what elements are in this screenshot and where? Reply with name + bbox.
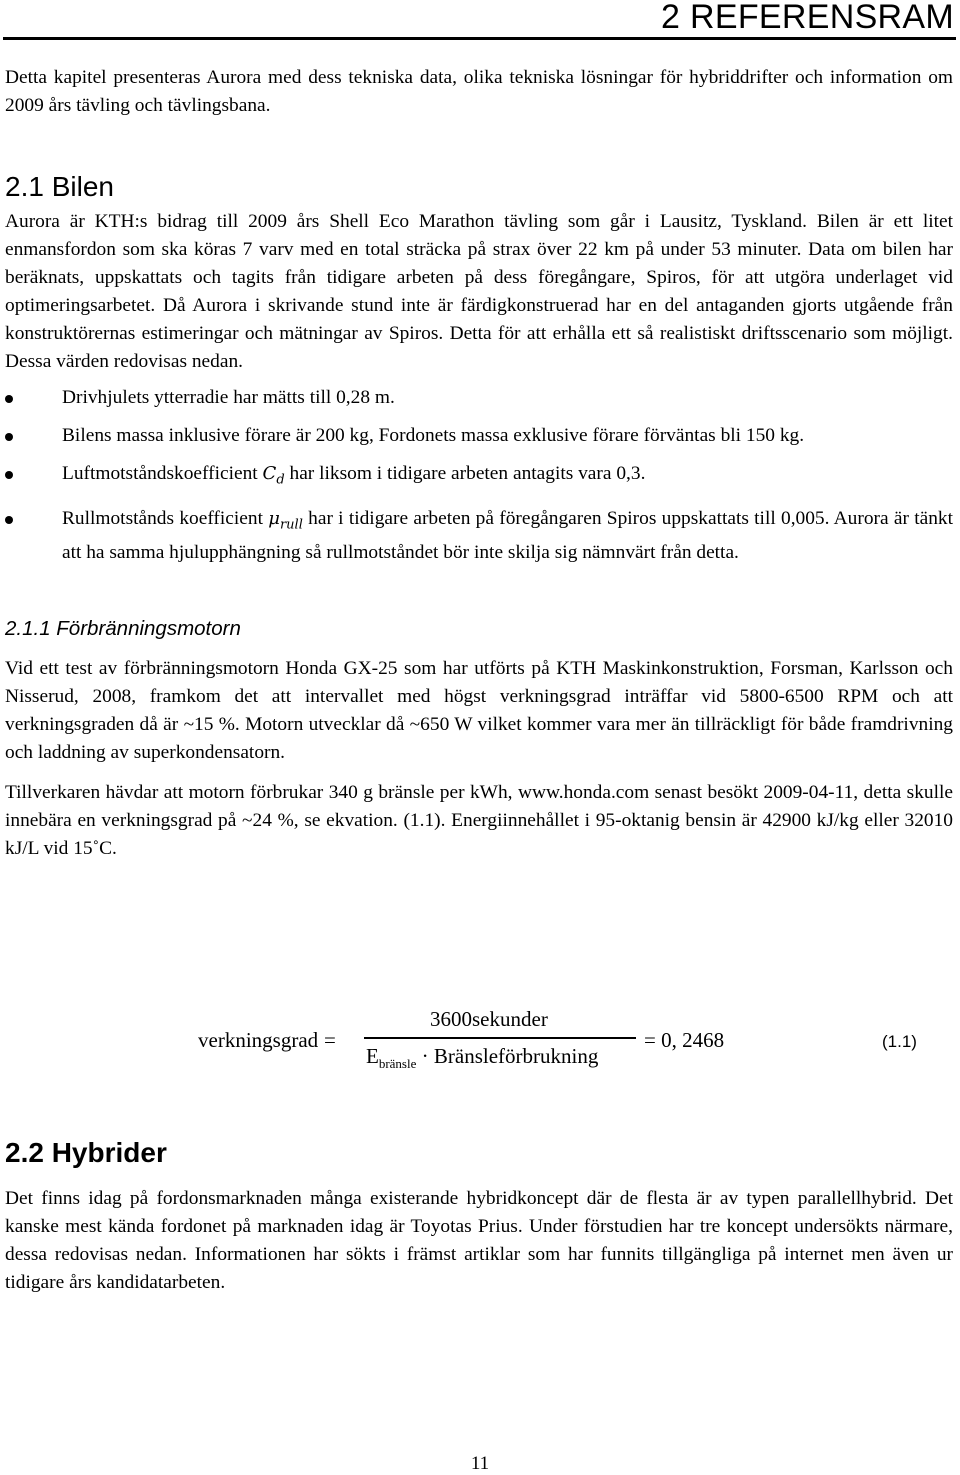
bullet-icon (5, 516, 13, 524)
equation-equals: = (324, 1028, 336, 1052)
bullet-icon (5, 433, 13, 441)
efficiency-equation (198, 1004, 938, 1084)
section-heading-2-1-1: 2.1.1 Förbränningsmotorn (5, 617, 241, 641)
equation-rhs: = 0, 2468 (644, 1028, 725, 1052)
list-item (5, 505, 953, 568)
assumption-list (5, 384, 953, 567)
equation-lhs: verkningsgrad (198, 1028, 319, 1052)
denominator-subscript: bränsle (378, 1056, 417, 1072)
math-subscript: rull (279, 517, 303, 533)
chapter-header: 2 REFERENSRAM (661, 0, 954, 36)
equation-number: (1.1) (882, 1032, 917, 1051)
chapter-rule (3, 37, 956, 40)
list-item (5, 384, 953, 412)
section-2-1-paragraph: Aurora är KTH:s bidrag till 2009 års Shell Eco Marathon tävling som går i Lausitz, Tyskland. Bilen är ett litet enmansfordon som ska köras 7 varv med en total sträcka på strax över 22 km på under 53 minuter. Data om bilen har beräknats, uppskattats och tagits från tidigare arbeten på dess föregångare, Spiros, för att utgöra underlaget vid optimeringsarbetet. Då Aurora i skrivande stund inte är färdigkonstruerad har en del antaganden gjorts utgående från konstruktörernas estimeringar och mätningar av Spiros. Detta för att erhålla ett så realistiskt driftsscenario som möjligt. Dessa värden redovisas nedan. (5, 211, 953, 372)
section-heading-2-2: 2.2 Hybrider (5, 1137, 167, 1168)
section-2-2 (5, 1136, 953, 1297)
list-item (5, 422, 953, 450)
equation-denominator (366, 1044, 598, 1072)
list-item-text: har i tidigare arbeten på föregångaren Spiros uppskattats till 0,005. Aurora är tänkt att ha samma hjulupphängning så rullmotståndet bör inte skilja sig nämnvärt från detta. (62, 507, 953, 564)
equation-numerator: 3600sekunder (430, 1007, 548, 1031)
section-2-1-1-paragraph-1: Vid ett test av förbränningsmotorn Honda GX-25 som har utförts på KTH Maskinkonstruktion, Forsman, Karlsson och Nisserud, 2008, framkom det att intervallet med högst verkningsgrad inträffar vid 5800-6500 RPM och att verkningsgraden då är ~15 %. Motorn utvecklar då ~650 W vilket kommer vara mer än tillräckligt för både framdrivning och laddning av superkondensatorn. (5, 658, 953, 764)
list-item (5, 460, 953, 495)
section-2-2-paragraph: Det finns idag på fordonsmarknaden många existerande hybridkoncept där de flesta är av typen parallellhybrid. Det kanske mest kända fordonet på marknaden idag är Toyotas Prius. Under förstudien har tre koncept undersökts närmare, dessa redovisas nedan. Informationen har sökts i främst artiklar som har funnits tillgängliga på internet men även ur tidigare års kandidatarbeten. (5, 1188, 953, 1293)
section-2-1-1-paragraph-2: Tillverkaren hävdar att motorn förbrukar 340 g bränsle per kWh, www.honda.com senast besökt 2009-04-11, detta skulle innebära en verkningsgrad på ~24 %, se ekvation. (1.1). Energiinnehållet i 95-oktanig bensin är 42900 kJ/kg eller 32010 kJ/L vid 15˚C. (5, 782, 953, 860)
math-subscript: d (276, 472, 285, 488)
list-item-text: Bilens massa inklusive förare är 200 kg, Fordonets massa exklusive förare förväntas bli 150 kg. (62, 425, 805, 446)
list-item-text: Drivhjulets ytterradie har mätts till 0,28 m. (62, 387, 395, 408)
fraction-bar (364, 1037, 636, 1039)
rolling-coefficient-symbol (268, 507, 303, 533)
list-item-text: Luftmotståndskoefficient (62, 463, 258, 484)
denominator-rest: · Bränsleförbrukning (421, 1044, 599, 1068)
intro-paragraph: Detta kapitel presenteras Aurora med dess tekniska data, olika tekniska lösningar för hybriddrifter och information om 2009 års tävling och tävlingsbana. (5, 67, 953, 116)
bullet-icon (5, 471, 13, 479)
section-heading-2-1: 2.1 Bilen (5, 171, 114, 202)
math-symbol: μ (268, 507, 280, 529)
math-symbol: C (262, 463, 277, 484)
page-content (5, 64, 953, 863)
list-item-text: Rullmotstånds koefficient (62, 507, 263, 529)
list-item-text: har liksom i tidigare arbeten antagits vara 0,3. (289, 463, 646, 484)
denominator-symbol: E (366, 1044, 379, 1068)
bullet-icon (5, 395, 13, 403)
drag-coefficient-symbol (262, 463, 285, 488)
page-number: 11 (470, 1453, 490, 1474)
